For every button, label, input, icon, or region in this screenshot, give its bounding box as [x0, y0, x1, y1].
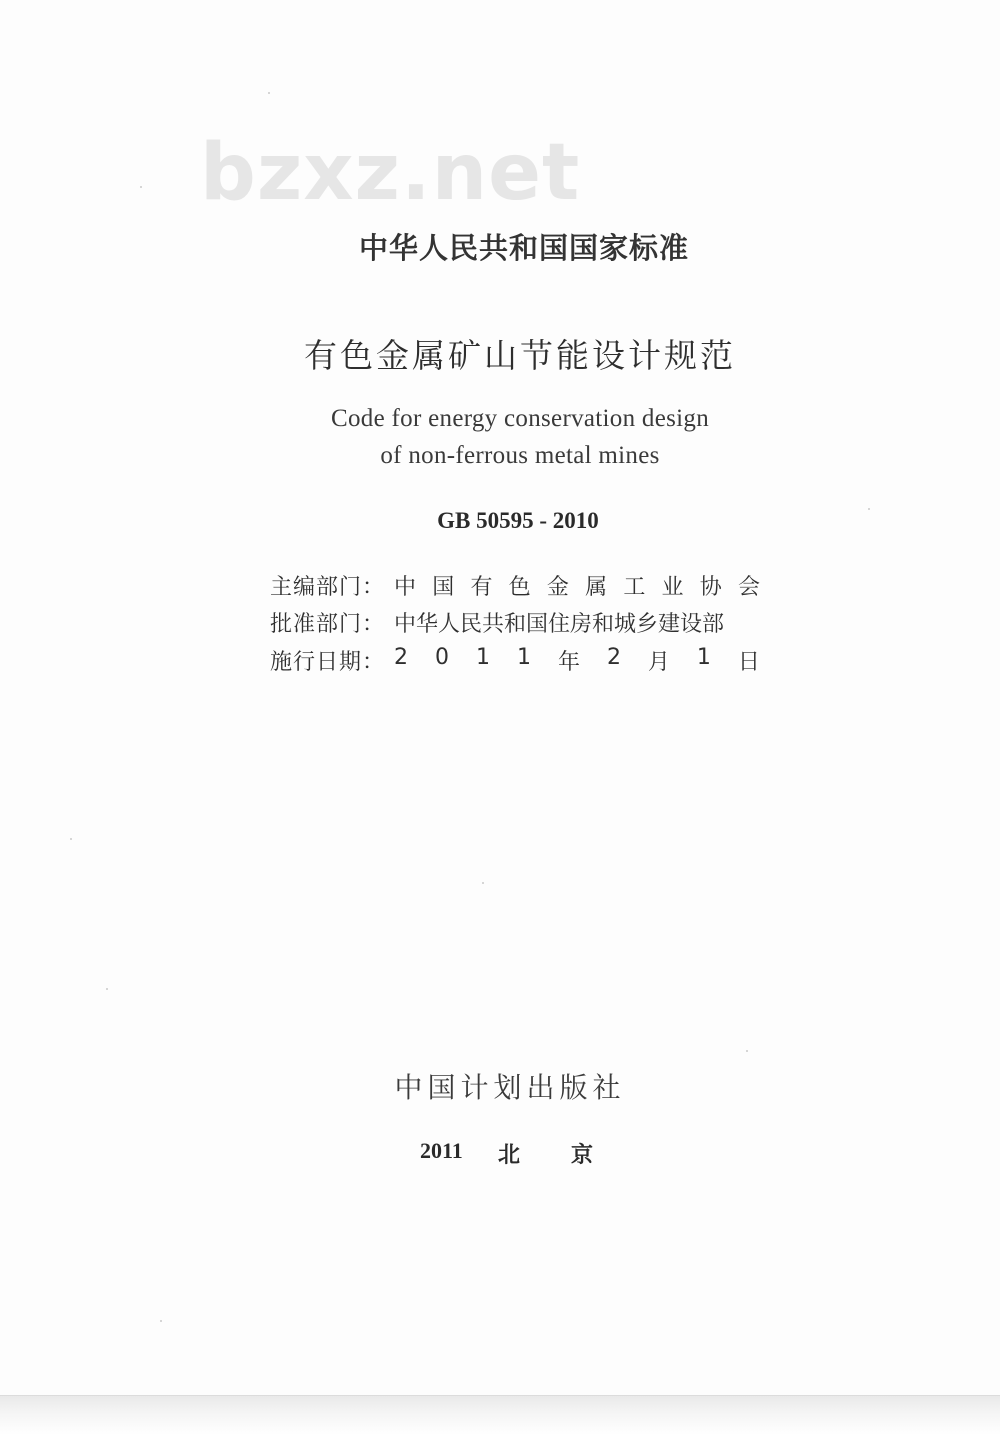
editor-char: 会	[737, 575, 760, 600]
viewer-bottom-edge	[0, 1395, 1000, 1435]
date-char: 0	[434, 645, 449, 670]
scan-speck	[70, 838, 72, 840]
date-char: 年	[557, 650, 580, 675]
scan-speck	[106, 988, 108, 990]
imprint-city	[498, 1138, 593, 1169]
date-char: 日	[737, 650, 760, 675]
date-char: 月	[647, 650, 670, 675]
imprint-year: 2011	[420, 1138, 463, 1163]
imprint	[420, 1138, 600, 1168]
city-char: 北	[498, 1143, 521, 1168]
editor-char: 属	[585, 575, 608, 600]
document-title-en-line1: Code for energy conservation design	[331, 405, 709, 432]
scan-speck	[140, 186, 142, 188]
editor-row	[270, 570, 770, 604]
editor-value	[394, 570, 760, 601]
date-char: 2	[606, 645, 621, 670]
editor-char: 色	[508, 575, 531, 600]
document-title-cn: 有色金属矿山节能设计规范	[304, 336, 736, 375]
document-title-en-line2: of non-ferrous metal mines	[380, 442, 660, 469]
date-char: 1	[696, 645, 711, 670]
watermark-text: bzxz.net	[200, 128, 581, 218]
effective-date-value	[394, 645, 760, 676]
scan-speck	[868, 508, 870, 510]
approver-row	[270, 607, 770, 641]
scan-speck	[268, 92, 270, 94]
national-standard-heading: 中华人民共和国国家标准	[358, 231, 689, 265]
publisher-name: 中国计划出版社	[394, 1071, 626, 1104]
approver-value: 中华人民共和国住房和城乡建设部	[394, 612, 725, 637]
editor-char: 工	[623, 575, 646, 600]
editor-char: 中	[394, 575, 417, 600]
effective-date-label: 施行日期：	[270, 650, 386, 675]
scan-speck	[482, 882, 484, 884]
standard-code: GB 50595 - 2010	[437, 508, 599, 533]
scan-speck	[160, 1320, 162, 1322]
editor-char: 有	[470, 575, 493, 600]
date-char: 1	[475, 645, 490, 670]
editor-char: 金	[546, 575, 569, 600]
date-char: 1	[516, 645, 531, 670]
date-char: 2	[394, 645, 408, 670]
effective-date-row	[270, 645, 770, 679]
approver-label: 批准部门：	[270, 612, 386, 637]
editor-char: 国	[432, 575, 455, 600]
editor-char: 协	[699, 575, 722, 600]
city-char: 京	[570, 1143, 593, 1168]
editor-label: 主编部门：	[270, 575, 386, 600]
scan-speck	[746, 1050, 748, 1052]
editor-char: 业	[661, 575, 684, 600]
